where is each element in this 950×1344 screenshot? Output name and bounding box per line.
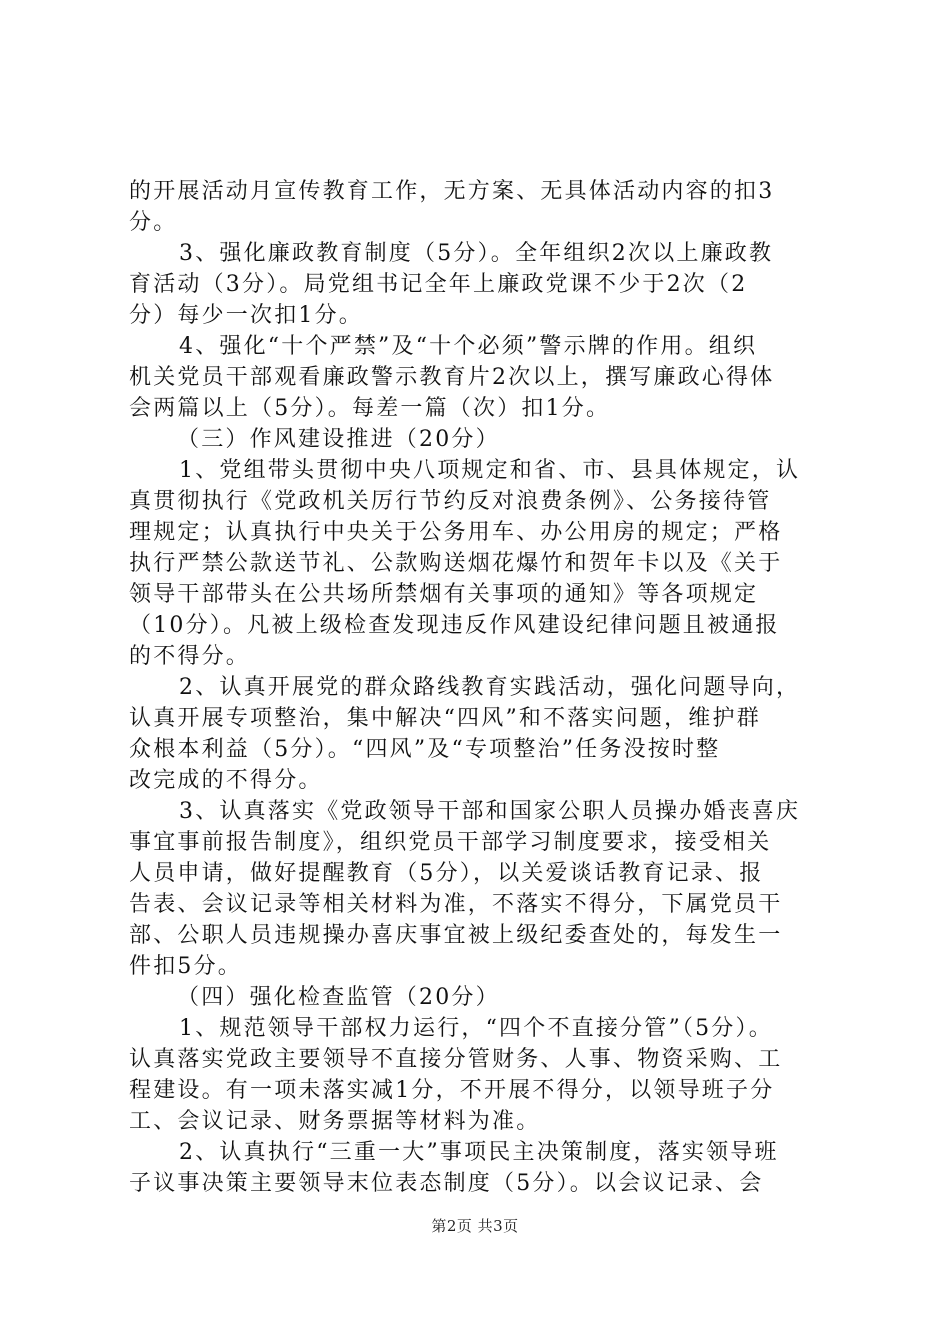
text-line: 会两篇以上（5分）。每差一篇（次）扣1分。 bbox=[129, 396, 611, 421]
text-line: 认真落实党政主要领导不直接分管财务、人事、物资采购、工 bbox=[129, 1047, 783, 1072]
text-line: 改完成的不得分。 bbox=[129, 768, 323, 793]
text-line: 子议事决策主要领导末位表态制度（5分）。以会议记录、会 bbox=[129, 1171, 764, 1196]
section-heading: （四）强化检查监管（20分） bbox=[177, 985, 500, 1010]
text-line: 分。 bbox=[129, 210, 178, 235]
text-line: 机关党员干部观看廉政警示教育片2次以上，撰写廉政心得体 bbox=[129, 365, 775, 390]
text-line: 众根本利益（5分）。“四风”及“专项整治”任务没按时整 bbox=[129, 737, 721, 762]
text-line: 认真开展专项整治，集中解决“四风”和不落实问题，维护群 bbox=[129, 706, 761, 731]
text-line: 事宜事前报告制度》，组织党员干部学习制度要求，接受相关 bbox=[129, 830, 772, 855]
text-line: （10分）。凡被上级检查发现违反作风建设纪律问题且被通报 bbox=[129, 613, 780, 638]
text-line: 领导干部带头在公共场所禁烟有关事项的通知》等各项规定 bbox=[129, 582, 759, 607]
text-line: 的开展活动月宣传教育工作，无方案、无具体活动内容的扣3 bbox=[129, 179, 775, 204]
text-line: 告表、会议记录等相关材料为准，不落实不得分，下属党员干 bbox=[129, 892, 783, 917]
text-line: 部、公职人员违规操办喜庆事宜被上级纪委查处的，每发生一 bbox=[129, 923, 783, 948]
text-line: 育活动（3分）。局党组书记全年上廉政党课不少于2次（2 bbox=[129, 272, 748, 297]
text-line: 3、强化廉政教育制度（5分）。全年组织2次以上廉政教 bbox=[179, 241, 774, 266]
text-line: 真贯彻执行《党政机关厉行节约反对浪费条例》、公务接待管 bbox=[129, 489, 772, 514]
text-line: 人员申请，做好提醒教育（5分），以关爱谈话教育记录、报 bbox=[129, 861, 764, 886]
text-line: 程建设。有一项未落实减1分，不开展不得分，以领导班子分 bbox=[129, 1078, 775, 1103]
text-line: 的不得分。 bbox=[129, 644, 251, 669]
document-body bbox=[129, 176, 841, 1199]
text-line: 工、会议记录、财务票据等材料为准。 bbox=[129, 1109, 541, 1134]
text-line: 理规定；认真执行中央关于公务用车、办公用房的规定；严格 bbox=[129, 520, 783, 545]
text-line: 1、规范领导干部权力运行，“四个不直接分管”（5分）。 bbox=[179, 1016, 773, 1041]
text-line: 分）每少一次扣1分。 bbox=[129, 303, 363, 328]
text-line: 4、强化“十个严禁”及“十个必须”警示牌的作用。组织 bbox=[179, 334, 758, 359]
text-line: 1、党组带头贯彻中央八项规定和省、市、县具体规定，认 bbox=[179, 458, 801, 483]
text-line: 2、认真开展党的群众路线教育实践活动，强化问题导向， bbox=[179, 675, 801, 700]
text-line: 2、认真执行“三重一大”事项民主决策制度，落实领导班 bbox=[179, 1140, 779, 1165]
page-number: 第2页 共3页 bbox=[431, 1217, 519, 1235]
section-heading: （三）作风建设推进（20分） bbox=[177, 427, 500, 452]
text-line: 3、认真落实《党政领导干部和国家公职人员操办婚丧喜庆 bbox=[179, 799, 801, 824]
text-line: 件扣5分。 bbox=[129, 954, 242, 979]
text-line: 执行严禁公款送节礼、公款购送烟花爆竹和贺年卡以及《关于 bbox=[129, 551, 783, 576]
